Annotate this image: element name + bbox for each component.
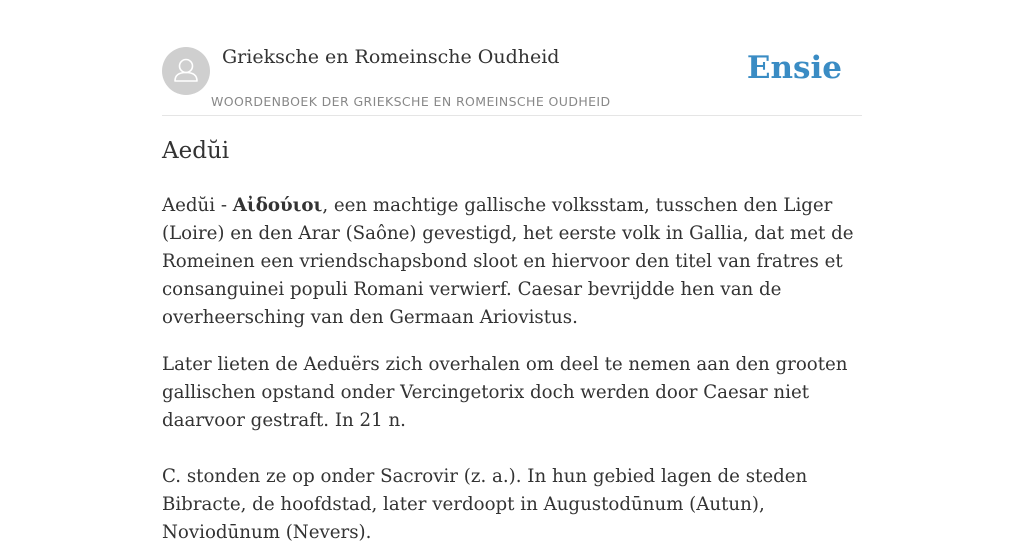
article-title: Aedŭi [162, 138, 230, 164]
paragraph-2: Later lieten de Aeduërs zich overhalen om deel te nemen aan den grooten gallischen opstand onder Vercingetorix doch werden door Caesar niet daarvoor gestraft. In 21 n. [162, 354, 848, 431]
site-header [162, 44, 862, 116]
source-subtitle[interactable]: WOORDENBOEK DER GRIEKSCHE EN ROMEINSCHE OUDHEID [211, 94, 611, 109]
user-icon [162, 47, 210, 95]
term: Aedŭi [162, 195, 216, 216]
header-divider [162, 115, 862, 116]
paragraph-1-text: , een machtige gallische volksstam, tusschen den Liger (Loire) en den Arar (Saône) gevestigd, het eerste volk in Gallia, dat met de Romeinen een vriendschapsbond sloot en hiervoor den titel van fratres et consanguinei populi Romani verwierf. Caesar bevrijdde hen van de overheersching van den Germaan Ariovistus. [162, 195, 854, 328]
paragraph-3: C. stonden ze op onder Sacrovir (z. a.). In hun gebied lagen de steden Bibracte, de hoofdstad, later verdoopt in Augustodūnum (Autun), Noviodūnum (Nevers). [162, 466, 808, 543]
paragraph-1 [162, 192, 862, 332]
article-body [162, 192, 862, 547]
term-separator: - [215, 195, 233, 216]
avatar[interactable] [162, 47, 210, 95]
author-name[interactable]: Grieksche en Romeinsche Oudheid [222, 46, 560, 68]
greek-term: Αἰδούιοι [232, 195, 323, 216]
ensie-logo[interactable]: Ensie [746, 50, 842, 86]
